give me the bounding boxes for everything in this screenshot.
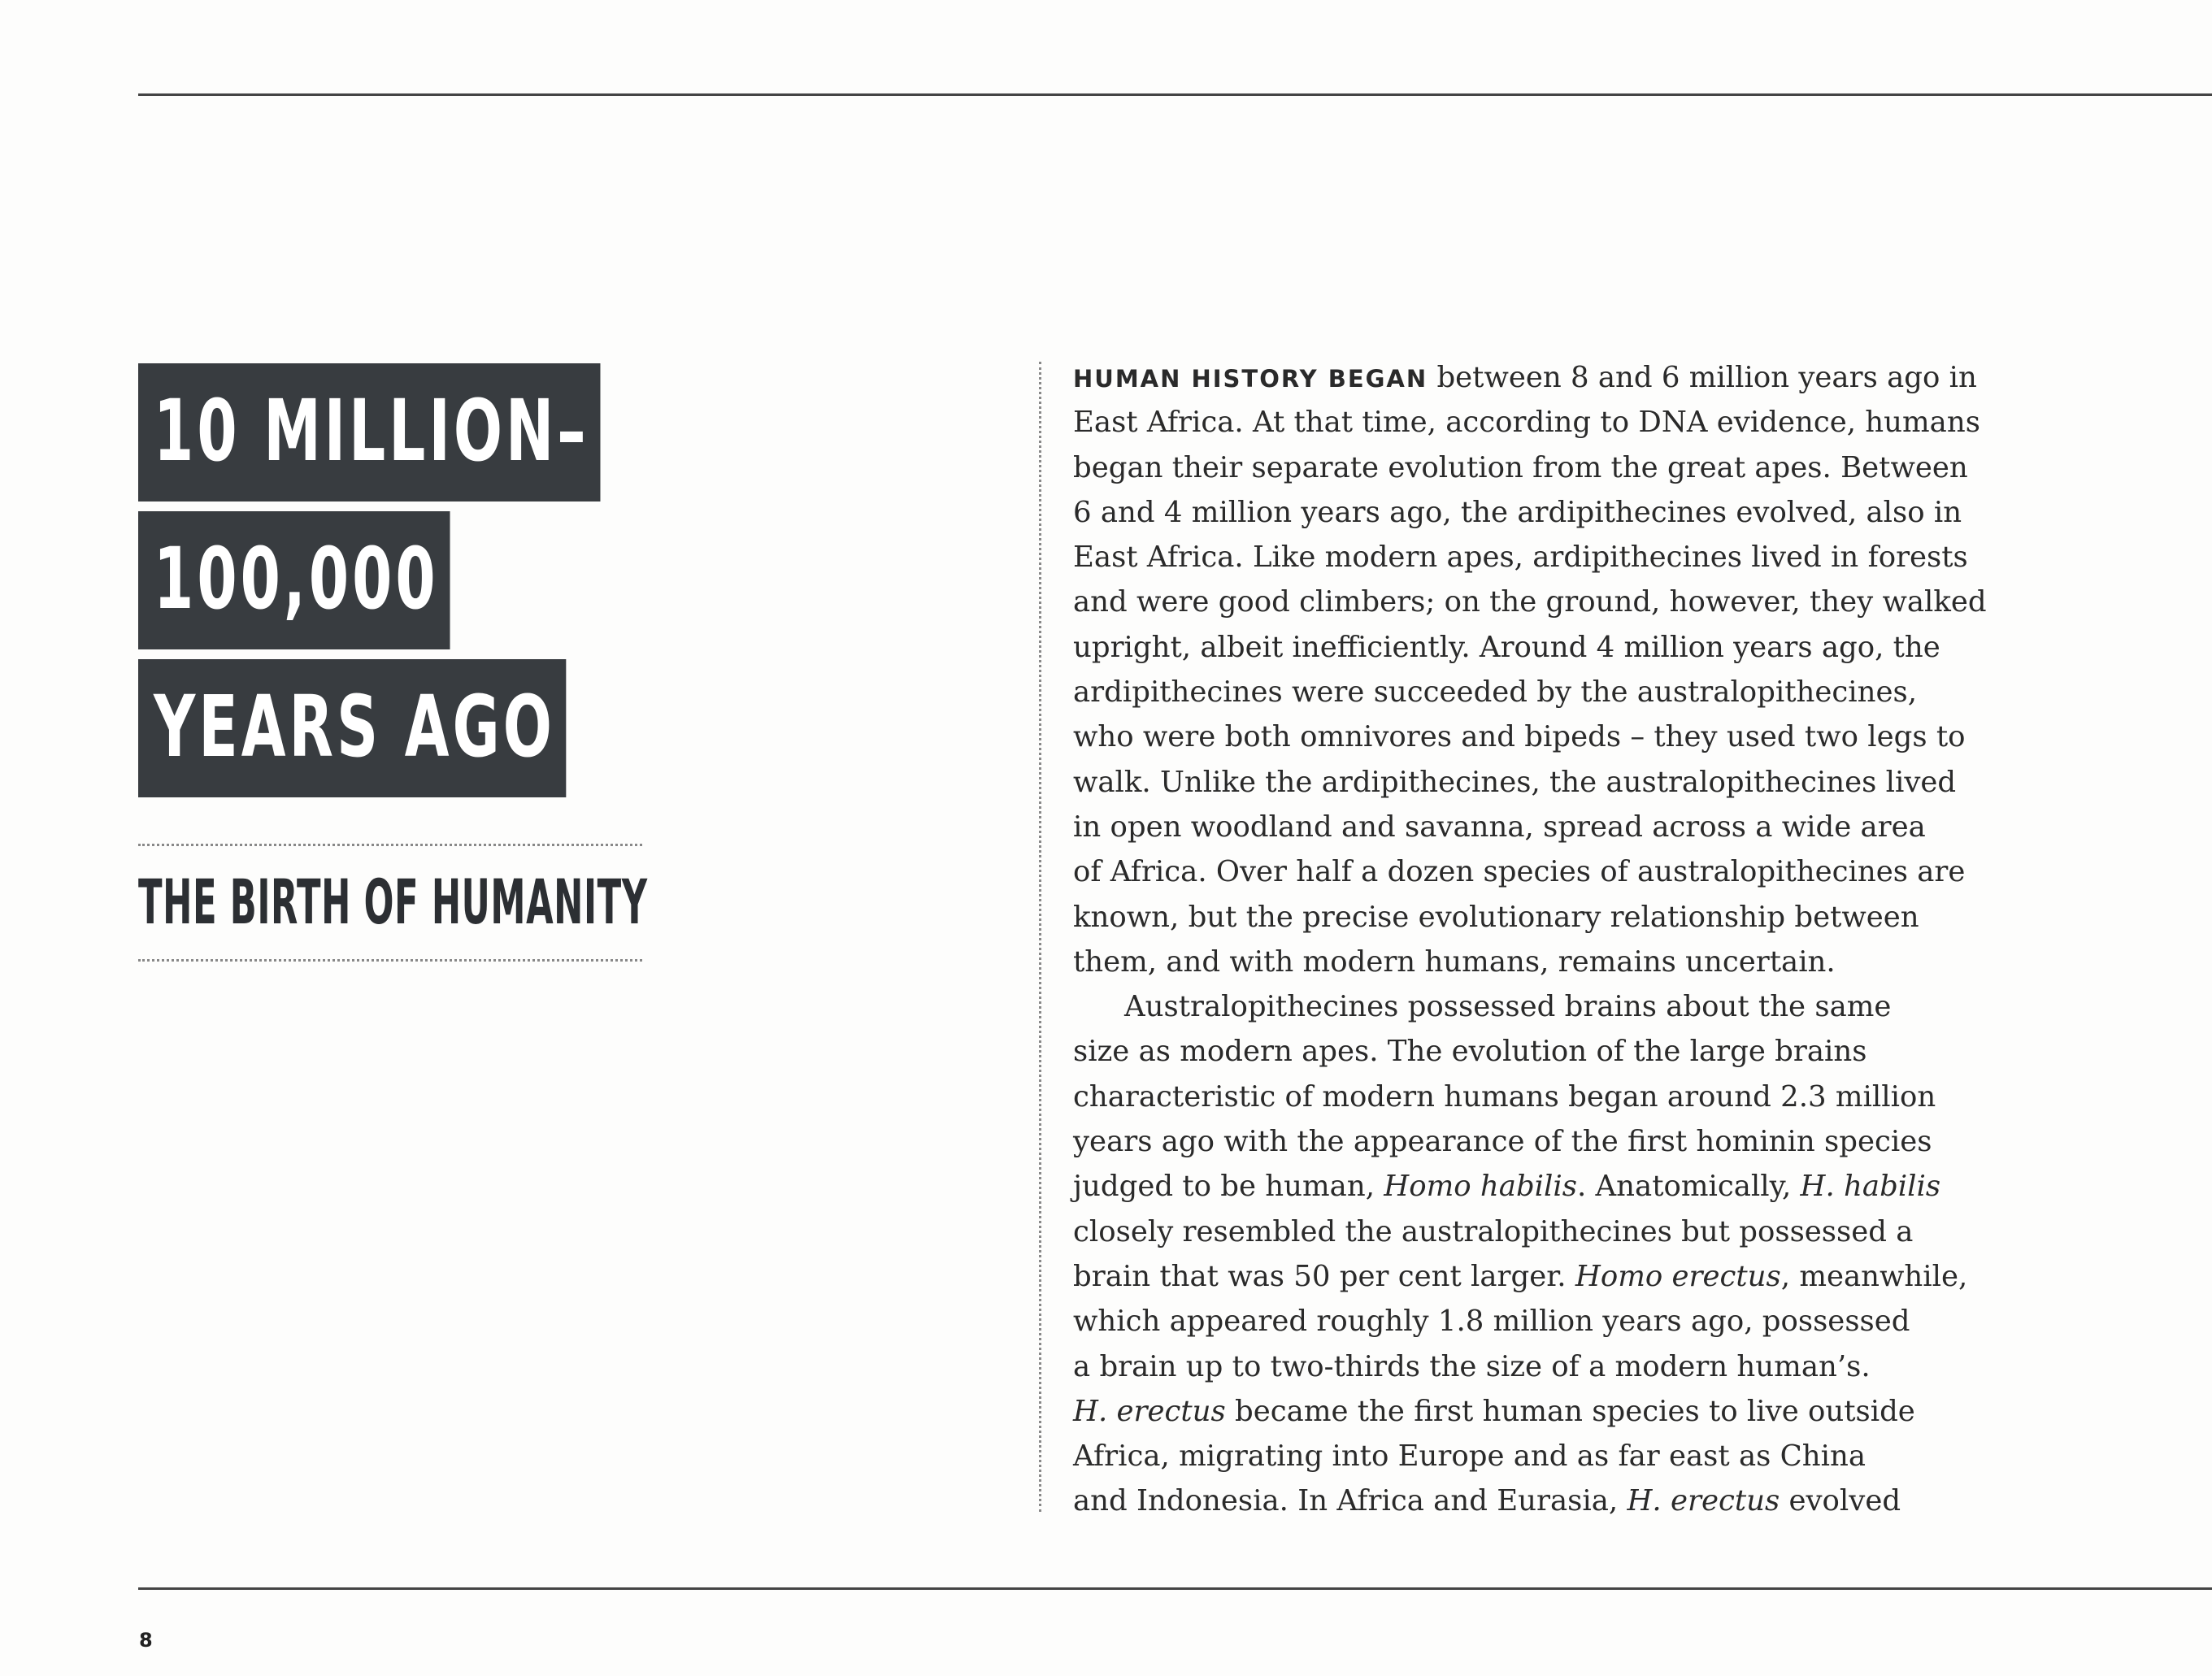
species-name: H. erectus <box>1627 1484 1780 1518</box>
text-line: Australopithecines possessed brains about the same <box>1124 990 1892 1024</box>
subtitle-divider-bottom <box>138 959 642 962</box>
column-divider <box>1039 362 1041 1512</box>
text-line: of Africa. Over half a dozen species of australopithecines are <box>1073 855 1966 889</box>
text-line: HUMAN HISTORY BEGAN between 8 and 6 million years ago in <box>1073 361 1977 394</box>
text-line: known, but the precise evolutionary relationship between <box>1073 900 1919 934</box>
text-line: East Africa. At that time, according to DNA evidence, humans <box>1073 406 1980 440</box>
page-number: 8 <box>139 1629 153 1652</box>
text-line: them, and with modern humans, remains uncertain. <box>1073 944 1836 979</box>
text-line: closely resembled the australopithecines but possessed a <box>1073 1214 1914 1248</box>
text-line: H. erectus became the first human species to live outside <box>1073 1394 1915 1428</box>
species-name: H. erectus <box>1073 1394 1226 1428</box>
text-line: years ago with the appearance of the first hominin species <box>1073 1125 1932 1159</box>
species-name: Homo erectus <box>1575 1259 1781 1293</box>
chapter-title <box>138 363 818 807</box>
text-line: began their separate evolution from the great apes. Between <box>1073 450 1968 484</box>
body-text <box>1073 355 1987 1524</box>
lead-in: HUMAN HISTORY BEGAN <box>1073 365 1428 393</box>
title-line-2: 100,000 <box>138 511 450 649</box>
text-line: Africa, migrating into Europe and as far east as China <box>1073 1439 1867 1474</box>
text-line: a brain up to two-thirds the size of a modern human’s. <box>1073 1349 1871 1383</box>
species-name: H. habilis <box>1800 1170 1941 1204</box>
text-line: East Africa. Like modern apes, ardipithecines lived in forests <box>1073 541 1968 575</box>
text-line: ardipithecines were succeeded by the australopithecines, <box>1073 675 1917 710</box>
bottom-rule <box>138 1587 2212 1590</box>
title-line-1: 10 MILLION– <box>138 363 600 501</box>
text-line: which appeared roughly 1.8 million years ago, possessed <box>1073 1305 1910 1339</box>
species-name: Homo habilis <box>1384 1170 1577 1204</box>
text-line: brain that was 50 per cent larger. Homo erectus, meanwhile, <box>1073 1259 1968 1293</box>
chapter-subtitle: THE BIRTH OF HUMANITY <box>138 866 648 938</box>
text-line: and were good climbers; on the ground, however, they walked <box>1073 585 1987 619</box>
text-line: walk. Unlike the ardipithecines, the australopithecines lived <box>1073 765 1957 799</box>
text-line: characteristic of modern humans began around 2.3 million <box>1073 1079 1936 1114</box>
title-line-3: YEARS AGO <box>138 659 567 797</box>
text-line: upright, albeit inefficiently. Around 4 million years ago, the <box>1073 630 1940 664</box>
top-rule <box>138 93 2212 96</box>
text-line: judged to be human, Homo habilis. Anatomically, H. habilis <box>1073 1170 1941 1204</box>
text-line: in open woodland and savanna, spread across a wide area <box>1073 810 1926 844</box>
text-line: and Indonesia. In Africa and Eurasia, H. erectus evolved <box>1073 1484 1901 1518</box>
subtitle-divider-top <box>138 844 642 846</box>
text-line: size as modern apes. The evolution of the large brains <box>1073 1035 1867 1069</box>
text-line: who were both omnivores and bipeds – they used two legs to <box>1073 720 1966 754</box>
text-line: 6 and 4 million years ago, the ardipithecines evolved, also in <box>1073 495 1962 529</box>
